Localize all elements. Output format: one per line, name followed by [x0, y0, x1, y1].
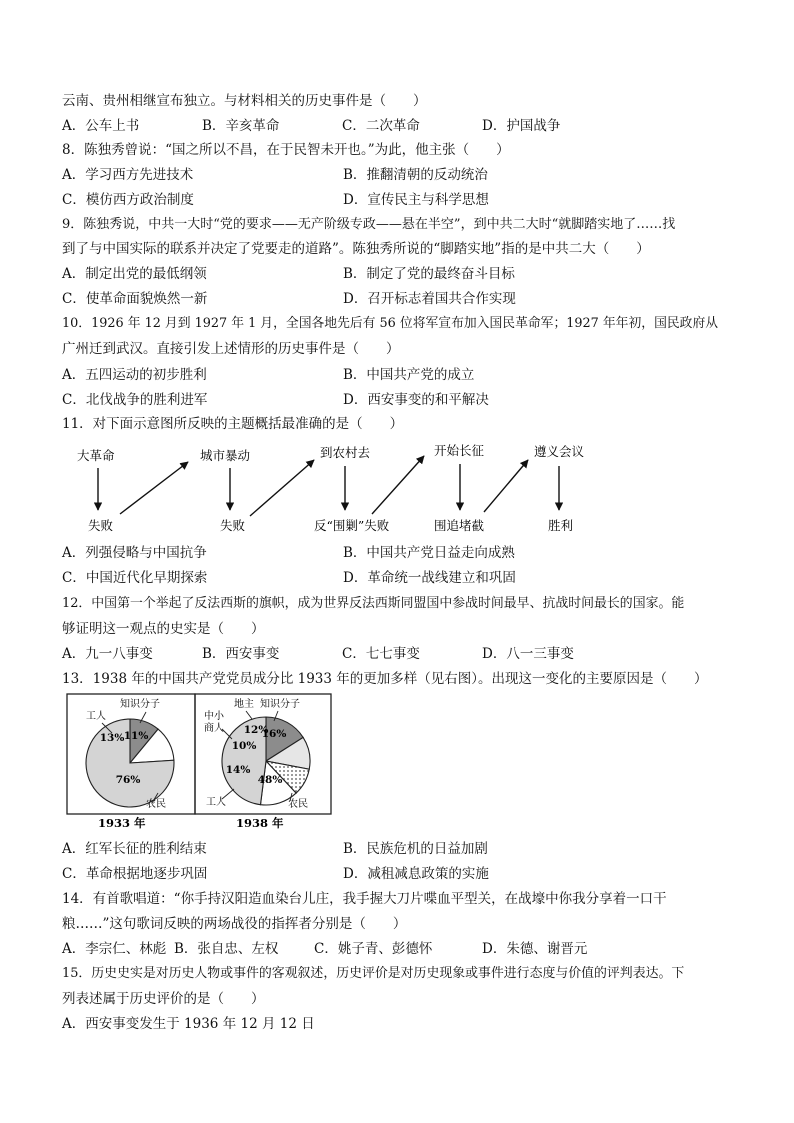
- diagram-bottom-4: 围追堵截: [434, 518, 485, 533]
- q8-option-a: A．学习西方先进技术: [62, 167, 194, 183]
- pie-category-label: 知识分子: [260, 699, 300, 710]
- q14-option-a: A．李宗仁、林彪: [62, 941, 167, 957]
- q13-option-a: A．红军长征的胜利结束: [62, 841, 207, 857]
- pie-category-label: 地主: [234, 699, 254, 710]
- q9-option-c: C．使革命面貌焕然一新: [62, 291, 208, 307]
- q9-stem-line1: 9．陈独秀说，中共一大时“党的要求——无产阶级专政——悬在半空”，到中共二大时“就脚踏实地了……找: [62, 217, 676, 232]
- diagram-top-5: 遵义会议: [534, 444, 585, 459]
- q15-stem-line2: 列表述属于历史评价的是（ ）: [62, 991, 265, 1007]
- q8-option-d: D．宣传民主与科学思想: [343, 192, 489, 208]
- q13-option-c: C．革命根据地逐步巩固: [62, 866, 208, 882]
- q11-option-b: B．中国共产党日益走向成熟: [343, 545, 515, 561]
- pie-category-label: 知识分子: [120, 699, 160, 710]
- q10-option-b: B．中国共产党的成立: [343, 367, 475, 383]
- q14-option-d: D．朱德、谢晋元: [482, 941, 588, 957]
- q7-option-a: A．公车上书: [62, 118, 140, 134]
- q15-stem-line1: 15．历史史实是对历史人物或事件的客观叙述，历史评价是对历史现象或事件进行态度与价值的评判表达。下: [62, 966, 685, 981]
- diagram-bottom-3: 反“围剿”失败: [314, 518, 390, 533]
- pie-data-label: 12%: [243, 724, 269, 736]
- q14-option-b: B．张自忠、左权: [174, 941, 279, 957]
- diagram-bottom-5: 胜利: [548, 518, 574, 533]
- diagram-top-4: 开始长征: [434, 443, 485, 458]
- q12-option-b: B．西安事变: [202, 646, 280, 662]
- q8-option-c: C．模仿西方政治制度: [62, 192, 194, 208]
- q11-stem: 11．对下面示意图所反映的主题概括最准确的是（ ）: [62, 416, 404, 432]
- q10-option-d: D．西安事变的和平解决: [343, 392, 489, 408]
- diag-arrow-4: [484, 460, 528, 512]
- q13-option-b: B．民族危机的日益加剧: [343, 841, 488, 857]
- q7-stem: 云南、贵州相继宣布独立。与材料相关的历史事件是（ ）: [62, 93, 427, 109]
- q10-option-c: C．北伐战争的胜利进军: [62, 392, 208, 408]
- pie-category-label: 工人: [206, 797, 226, 808]
- pie-chart-1933: [66, 693, 196, 831]
- pie-category-label: 商人: [204, 723, 224, 734]
- pie-data-label: 11%: [123, 730, 149, 742]
- q12-stem-line2: 够证明这一观点的史实是（ ）: [62, 621, 265, 637]
- q14-stem-line2: 粮……”这句歌词反映的两场战役的指挥者分别是（ ）: [62, 916, 407, 932]
- q9-option-a: A．制定出党的最低纲领: [62, 266, 207, 282]
- pie-data-label: 10%: [231, 740, 257, 752]
- q9-stem-line2: 到了与中国实际的联系并决定了党要走的道路”。陈独秀所说的“脚踏实地”指的是中共二大（ ）: [62, 241, 650, 257]
- pie-data-label: 16%: [261, 728, 287, 740]
- q8-option-b: B．推翻清朝的反动统治: [343, 167, 488, 183]
- diagram-top-3: 到农村去: [320, 445, 371, 460]
- q15-option-a: A．西安事变发生于 1936 年 12 月 12 日: [62, 1016, 315, 1032]
- q14-stem-line1: 14．有首歌唱道：“你手持汉阳造血染台儿庄，我手握大刀片喋血平型关，在战壕中你我分享着一口干: [62, 891, 667, 907]
- diag-arrow-3: [372, 456, 424, 514]
- pie-1938-title: 1938 年: [236, 816, 284, 830]
- q9-option-d: D．召开标志着国共合作实现: [343, 291, 516, 307]
- callout-line: [246, 711, 252, 719]
- pie-data-label: 48%: [257, 774, 283, 786]
- q12-option-c: C．七七事变: [342, 646, 420, 662]
- q7-option-d: D．护国战争: [482, 118, 561, 134]
- pie-category-label: 农民: [146, 799, 166, 810]
- diagram-top-1: 大革命: [77, 448, 115, 463]
- q9-option-b: B．制定了党的最终奋斗目标: [343, 266, 515, 282]
- q11-diagram: [62, 438, 622, 538]
- q12-option-d: D．八一三事变: [482, 646, 574, 662]
- pie-data-label: 14%: [225, 764, 251, 776]
- q7-option-c: C．二次革命: [342, 118, 420, 134]
- diagram-bottom-2: 失败: [220, 518, 246, 533]
- pie-category-label: 农民: [288, 799, 308, 810]
- q13-option-d: D．减租减息政策的实施: [343, 866, 489, 882]
- q12-stem-line1: 12．中国第一个举起了反法西斯的旗帜，成为世界反法西斯同盟国中参战时间最早、抗战时间最长的国家。能: [62, 596, 685, 611]
- pie-data-label: 76%: [115, 774, 141, 786]
- pie-category-label: 中小: [204, 711, 224, 722]
- q11-option-c: C．中国近代化早期探索: [62, 570, 208, 586]
- diagram-top-2: 城市暴动: [200, 448, 251, 463]
- pie-category-label: 工人: [86, 711, 106, 722]
- q11-option-d: D．革命统一战线建立和巩固: [343, 570, 516, 586]
- q10-stem-line1: 10．1926 年 12 月到 1927 年 1 月，全国各地先后有 56 位将军宣布加入国民革命军；1927 年年初，国民政府从: [62, 316, 719, 331]
- q8-stem: 8．陈独秀曾说：“国之所以不昌，在于民智未开也。”为此，他主张（ ）: [62, 142, 510, 158]
- diag-arrow-2: [250, 460, 314, 516]
- pie-1933-title: 1933 年: [98, 816, 146, 830]
- q13-stem: 13．1938 年的中国共产党党员成分比 1933 年的更加多样（见右图）。出现这一变化的主要原因是（ ）: [62, 671, 708, 687]
- diagram-bottom-1: 失败: [88, 518, 114, 533]
- q12-option-a: A．九一八事变: [62, 646, 153, 662]
- q11-option-a: A．列强侵略与中国抗争: [62, 545, 207, 561]
- pie-chart-1938: [194, 693, 334, 831]
- q14-option-c: C．姚子青、彭德怀: [314, 941, 433, 957]
- q10-option-a: A．五四运动的初步胜利: [62, 367, 207, 383]
- q10-stem-line2: 广州迁到武汉。直接引发上述情形的历史事件是（ ）: [62, 341, 400, 357]
- q7-option-b: B．辛亥革命: [202, 118, 280, 134]
- pie-data-label: 13%: [99, 732, 125, 744]
- diag-arrow-1: [120, 462, 188, 514]
